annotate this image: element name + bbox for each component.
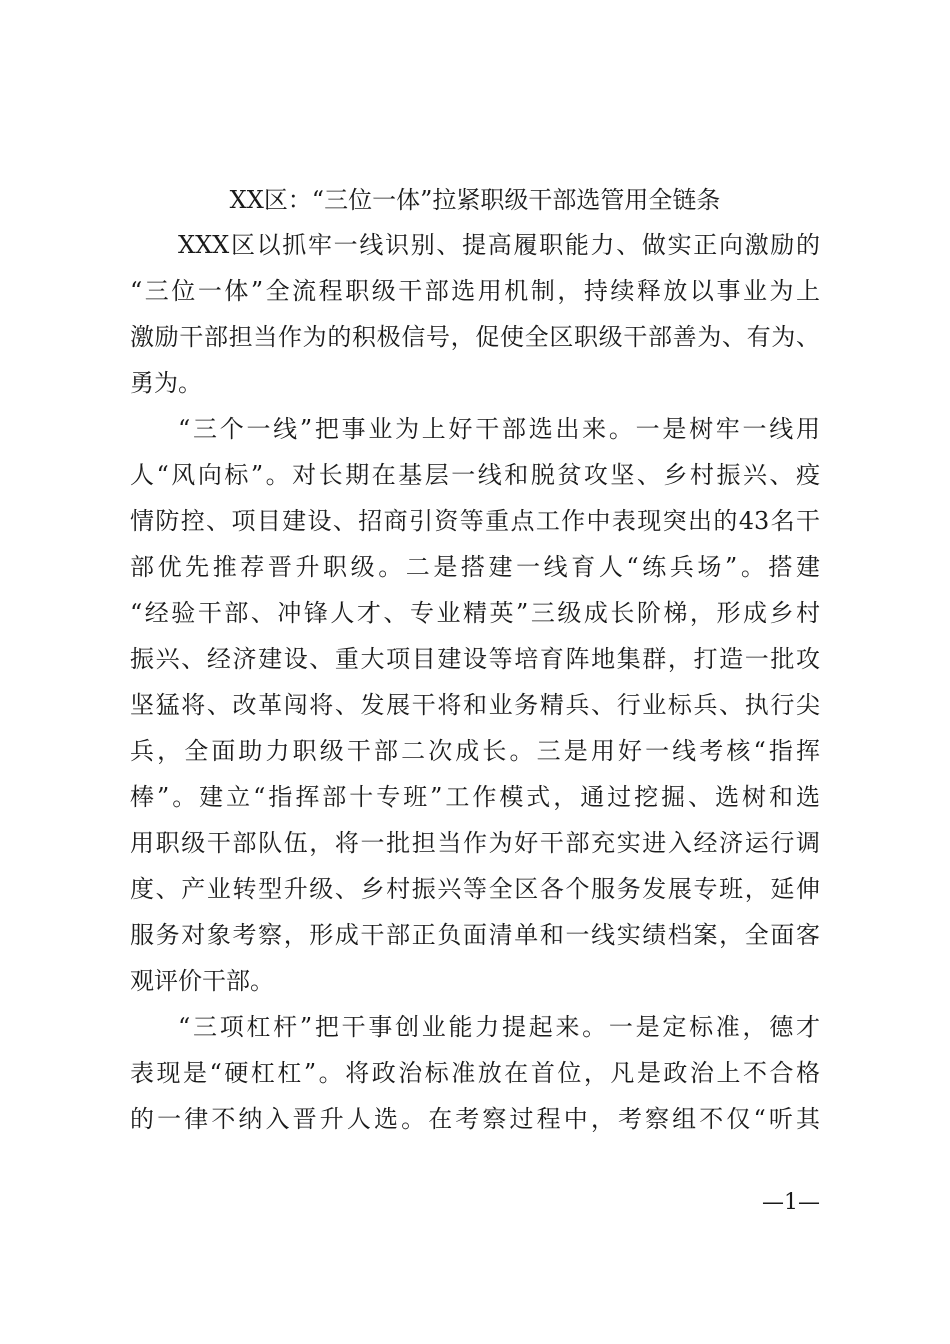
- text-line: 振兴、经济建设、重大项目建设等培育阵地集群，打造一批攻: [130, 645, 820, 673]
- text-line: 部优先推荐晋升职级。二是搭建一线育人“练兵场”。搭建: [130, 553, 820, 581]
- document-body: [130, 222, 820, 1142]
- paragraph-three-frontlines: [130, 406, 820, 1004]
- paragraph-intro: [130, 222, 820, 406]
- text-line: “三位一体”全流程职级干部选用机制，持续释放以事业为上: [130, 277, 820, 305]
- text-line: 勇为。: [130, 369, 202, 397]
- text-line: 表现是“硬杠杠”。将政治标准放在首位，凡是政治上不合格: [130, 1059, 820, 1087]
- text-line: 情防控、项目建设、招商引资等重点工作中表现突出的43名干: [130, 507, 820, 535]
- text-line: 服务对象考察，形成干部正负面清单和一线实绩档案，全面客: [130, 921, 820, 949]
- text-line: XXX区以抓牢一线识别、提高履职能力、做实正向激励的: [178, 231, 820, 259]
- text-line: “经验干部、冲锋人才、专业精英”三级成长阶梯，形成乡村: [130, 599, 820, 627]
- text-line: 坚猛将、改革闯将、发展干将和业务精兵、行业标兵、执行尖: [130, 691, 820, 719]
- text-line: 用职级干部队伍，将一批担当作为好干部充实进入经济运行调: [130, 829, 820, 857]
- text-line: 激励干部担当作为的积极信号，促使全区职级干部善为、有为、: [130, 323, 820, 351]
- text-line: “三个一线”把事业为上好干部选出来。一是树牢一线用: [178, 415, 820, 443]
- text-line: 人“风向标”。对长期在基层一线和脱贫攻坚、乡村振兴、疫: [130, 461, 820, 489]
- text-line: “三项杠杆”把干事创业能力提起来。一是定标准，德才: [178, 1013, 820, 1041]
- text-line: 棒”。建立“指挥部十专班”工作模式，通过挖掘、选树和选: [130, 783, 820, 811]
- paragraph-three-levers: [130, 1004, 820, 1142]
- document-title: XX区：“三位一体”拉紧职级干部选管用全链条: [229, 186, 721, 214]
- text-line: 观评价干部。: [130, 967, 274, 995]
- text-line: 的一律不纳入晋升人选。在考察过程中，考察组不仅“听其: [130, 1105, 820, 1133]
- text-line: 兵，全面助力职级干部二次成长。三是用好一线考核“指挥: [130, 737, 820, 765]
- text-line: 度、产业转型升级、乡村振兴等全区各个服务发展专班，延伸: [130, 875, 820, 903]
- page-number: —1—: [762, 1190, 820, 1215]
